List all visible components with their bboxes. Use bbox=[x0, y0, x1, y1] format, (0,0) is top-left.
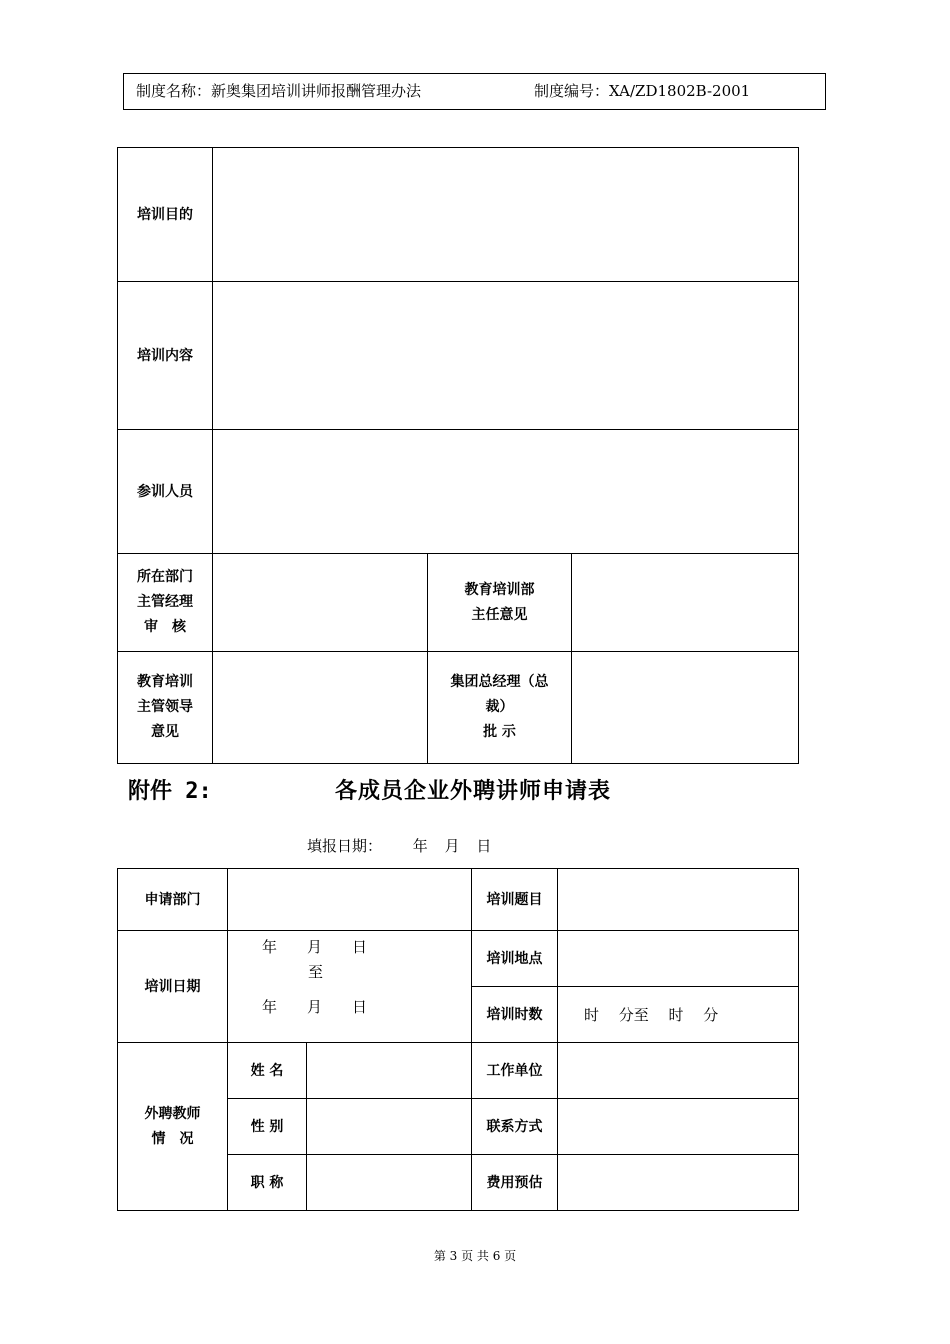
dept-review-label-line1: 所在部门 bbox=[137, 569, 193, 585]
contact-field[interactable] bbox=[558, 1099, 799, 1155]
title-field[interactable] bbox=[307, 1155, 472, 1211]
name-field[interactable] bbox=[307, 1043, 472, 1099]
regulation-code: 制度编号：XA/ZD1802B-2001 bbox=[534, 82, 751, 100]
edu-dept-label bbox=[428, 554, 572, 652]
hours-field[interactable]: 时 分至 时 分 bbox=[558, 987, 799, 1043]
dept-review-label bbox=[118, 554, 213, 652]
edu-dept-field[interactable] bbox=[572, 554, 799, 652]
work-unit-field[interactable] bbox=[558, 1043, 799, 1099]
gender-field[interactable] bbox=[307, 1099, 472, 1155]
gm-label bbox=[428, 652, 572, 764]
name-label: 姓 名 bbox=[228, 1043, 307, 1099]
topic-label: 培训题目 bbox=[472, 869, 558, 931]
date-to: 至 bbox=[308, 963, 324, 981]
date-line2: 年 月 日 bbox=[262, 998, 368, 1016]
edu-leader-label-line3: 意见 bbox=[151, 724, 179, 740]
location-label: 培训地点 bbox=[472, 931, 558, 987]
gender-label: 性 别 bbox=[228, 1099, 307, 1155]
purpose-label: 培训目的 bbox=[118, 148, 213, 282]
dept-review-label-line3: 审 核 bbox=[144, 619, 186, 635]
gm-field[interactable] bbox=[572, 652, 799, 764]
apply-dept-label: 申请部门 bbox=[118, 869, 228, 931]
edu-dept-label-line2: 主任意见 bbox=[471, 606, 528, 623]
hours-label: 培训时数 bbox=[472, 987, 558, 1043]
teacher-label bbox=[118, 1043, 228, 1211]
page-number: 第 3 页 共 6 页 bbox=[433, 1249, 517, 1263]
fee-field[interactable] bbox=[558, 1155, 799, 1211]
attachment-label: 附件 2: bbox=[128, 779, 212, 804]
edu-dept-label-line1: 教育培训部 bbox=[464, 581, 535, 598]
content-label: 培训内容 bbox=[118, 282, 213, 430]
fill-date-year: 年 bbox=[412, 837, 428, 855]
title-label: 职 称 bbox=[228, 1155, 307, 1211]
fill-date bbox=[307, 835, 503, 856]
dept-review-label-line2: 主管经理 bbox=[137, 594, 193, 610]
purpose-field[interactable] bbox=[213, 148, 799, 282]
fill-date-month: 月 bbox=[444, 837, 460, 855]
external-lecturer-application-table bbox=[117, 868, 799, 1211]
form-title: 各成员企业外聘讲师申请表 bbox=[335, 779, 612, 804]
fill-date-label: 填报日期： bbox=[307, 837, 383, 855]
fill-date-day: 日 bbox=[476, 837, 492, 855]
edu-leader-label-line2: 主管领导 bbox=[137, 699, 193, 715]
gm-label-line1: 集团总经理（总 bbox=[450, 674, 549, 690]
contact-label: 联系方式 bbox=[472, 1099, 558, 1155]
apply-dept-field[interactable] bbox=[228, 869, 472, 931]
participants-label: 参训人员 bbox=[118, 430, 213, 554]
teacher-label-line2: 情 况 bbox=[151, 1130, 194, 1147]
edu-leader-label-line1: 教育培训 bbox=[137, 674, 193, 690]
dept-review-field[interactable] bbox=[213, 554, 428, 652]
date-line1: 年 月 日 bbox=[262, 938, 368, 956]
gm-label-line3: 批 示 bbox=[483, 724, 516, 740]
date-label: 培训日期 bbox=[118, 931, 228, 1043]
edu-leader-field[interactable] bbox=[213, 652, 428, 764]
work-unit-label: 工作单位 bbox=[472, 1043, 558, 1099]
document-header bbox=[123, 73, 826, 110]
date-field[interactable] bbox=[228, 931, 472, 1043]
content-field[interactable] bbox=[213, 282, 799, 430]
gm-label-line2: 裁） bbox=[485, 699, 514, 715]
regulation-name: 制度名称：新奥集团培训讲师报酬管理办法 bbox=[136, 82, 422, 100]
teacher-label-line1: 外聘教师 bbox=[144, 1105, 201, 1122]
location-field[interactable] bbox=[558, 931, 799, 987]
training-approval-table bbox=[117, 147, 799, 764]
participants-field[interactable] bbox=[213, 430, 799, 554]
fee-label: 费用预估 bbox=[472, 1155, 558, 1211]
edu-leader-label bbox=[118, 652, 213, 764]
topic-field[interactable] bbox=[558, 869, 799, 931]
